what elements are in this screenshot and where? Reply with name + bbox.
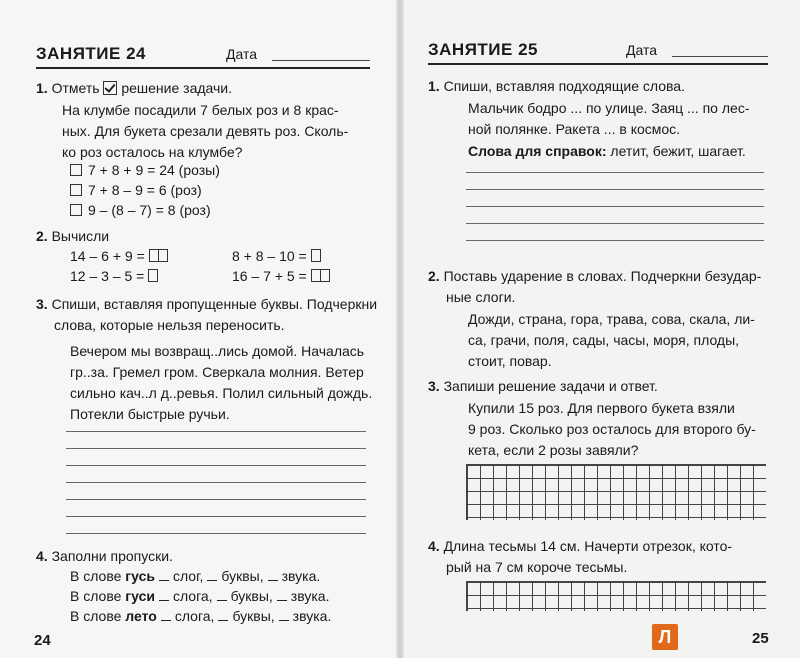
task1-option[interactable]: 7 + 8 – 9 = 6 (роз) bbox=[70, 180, 202, 201]
blank[interactable] bbox=[277, 600, 287, 601]
header-rule-right bbox=[428, 63, 768, 65]
task4-right-line: рый на 7 см короче тесьмы. bbox=[446, 559, 628, 575]
date-line-right[interactable] bbox=[672, 56, 768, 57]
task1-option[interactable]: 9 – (8 – 7) = 8 (роз) bbox=[70, 200, 211, 221]
task3-text: Вечером мы возвращ..лись домой. Началась bbox=[70, 343, 365, 359]
writing-line[interactable] bbox=[466, 206, 764, 207]
task1-right-text: ной полянке. Ракета ... в космос. bbox=[468, 121, 681, 137]
writing-line[interactable] bbox=[66, 499, 366, 500]
task1-prompt-b: решение задачи. bbox=[121, 80, 233, 96]
writing-line[interactable] bbox=[466, 189, 764, 190]
reference-words: Слова для справок: летит, бежит, шагает. bbox=[468, 143, 746, 159]
task1-right-text: Мальчик бодро ... по улице. Заяц ... по лес- bbox=[468, 100, 750, 116]
blank[interactable] bbox=[159, 600, 169, 601]
task2-right: 2. Поставь ударение в словах. Подчеркни безудар- bbox=[428, 268, 762, 284]
task3-text: сильно кач..л д..ревья. Полил сильный дождь. bbox=[70, 385, 373, 401]
answer-cell[interactable] bbox=[321, 269, 330, 282]
squared-answer-grid[interactable] bbox=[466, 464, 766, 520]
task1-right: 1. Спиши, вставляя подходящие слова. bbox=[428, 78, 685, 94]
task3-right-text: 9 роз. Сколько роз осталось для второго бу- bbox=[468, 421, 756, 437]
task3-right-text: Купили 15 роз. Для первого букета взяли bbox=[468, 400, 735, 416]
task1-prompt-a: Отметь bbox=[51, 80, 100, 96]
writing-line[interactable] bbox=[466, 172, 764, 173]
answer-cell[interactable] bbox=[148, 269, 158, 282]
writing-line[interactable] bbox=[66, 516, 366, 517]
task2-expr: 12 – 3 – 5 = bbox=[70, 266, 158, 287]
task2-expr: 8 + 8 – 10 = bbox=[232, 246, 321, 267]
fill-row: В слове гусь слог, буквы, звука. bbox=[70, 568, 321, 584]
task4-right: 4. Длина тесьмы 14 см. Начерти отрезок, кото- bbox=[428, 538, 733, 554]
writing-line[interactable] bbox=[66, 482, 366, 483]
writing-line[interactable] bbox=[66, 533, 366, 534]
checkbox-icon[interactable] bbox=[70, 204, 82, 216]
header-rule-left bbox=[36, 67, 370, 69]
blank[interactable] bbox=[207, 580, 217, 581]
date-label-right: Дата bbox=[626, 42, 658, 58]
task1-left: 1. Отметь решение задачи. bbox=[36, 80, 233, 96]
date-label-left: Дата bbox=[226, 46, 258, 62]
task3-left: 3. Спиши, вставляя пропущенные буквы. Подчеркни bbox=[36, 296, 378, 312]
page-number-left: 24 bbox=[34, 632, 51, 649]
answer-cell[interactable] bbox=[311, 249, 321, 262]
blank[interactable] bbox=[161, 620, 171, 621]
blank[interactable] bbox=[217, 600, 227, 601]
task3-text: гр..за. Гремел гром. Сверкала молния. Ветер bbox=[70, 364, 364, 380]
task2-right-text: Дожди, страна, гора, трава, сова, скала, ли- bbox=[468, 311, 755, 327]
checkbox-icon[interactable] bbox=[70, 184, 82, 196]
task2-right-text: са, грачи, поля, сады, часы, моря, плоды, bbox=[468, 332, 740, 348]
writing-line[interactable] bbox=[466, 223, 764, 224]
task1-option[interactable]: 7 + 8 + 9 = 24 (розы) bbox=[70, 160, 220, 181]
page-number-right: 25 bbox=[752, 630, 769, 647]
task1-line: На клумбе посадили 7 белых роз и 8 крас- bbox=[62, 102, 339, 118]
task2-left: 2. Вычисли bbox=[36, 228, 110, 244]
writing-line[interactable] bbox=[66, 448, 366, 449]
task3-line: слова, которые нельзя переносить. bbox=[54, 317, 285, 333]
checkmark-box-icon bbox=[103, 81, 117, 95]
task3-text: Потекли быстрые ручьи. bbox=[70, 406, 230, 422]
publisher-logo: Л bbox=[652, 624, 678, 650]
answer-cell[interactable] bbox=[149, 249, 159, 262]
lesson-title-left: ЗАНЯТИЕ 24 bbox=[36, 44, 146, 63]
blank[interactable] bbox=[218, 620, 228, 621]
blank[interactable] bbox=[279, 620, 289, 621]
keyword: лето bbox=[125, 608, 157, 624]
blank[interactable] bbox=[159, 580, 169, 581]
answer-cell[interactable] bbox=[159, 249, 168, 262]
squared-drawing-grid[interactable] bbox=[466, 581, 766, 611]
task3-right: 3. Запиши решение задачи и ответ. bbox=[428, 378, 658, 394]
date-line-left[interactable] bbox=[272, 60, 370, 61]
blank[interactable] bbox=[268, 580, 278, 581]
keyword: гусь bbox=[125, 568, 155, 584]
lesson-title-right: ЗАНЯТИЕ 25 bbox=[428, 40, 538, 59]
task1-line: ных. Для букета срезали девять роз. Сколь- bbox=[62, 123, 349, 139]
writing-line[interactable] bbox=[466, 240, 764, 241]
book-spine bbox=[396, 0, 404, 658]
writing-line[interactable] bbox=[66, 431, 366, 432]
task2-right-line: ные слоги. bbox=[446, 289, 516, 305]
fill-row: В слове гуси слога, буквы, звука. bbox=[70, 588, 330, 604]
answer-cell[interactable] bbox=[311, 269, 321, 282]
checkbox-icon[interactable] bbox=[70, 164, 82, 176]
task2-expr: 14 – 6 + 9 = bbox=[70, 246, 168, 267]
fill-row: В слове лето слога, буквы, звука. bbox=[70, 608, 332, 624]
task2-right-text: стоит, повар. bbox=[468, 353, 552, 369]
task2-expr: 16 – 7 + 5 = bbox=[232, 266, 330, 287]
keyword: гуси bbox=[125, 588, 155, 604]
task4-left: 4. Заполни пропуски. bbox=[36, 548, 173, 564]
task2-prompt: Вычисли bbox=[51, 228, 110, 244]
task1-line: ко роз осталось на клумбе? bbox=[62, 144, 243, 160]
writing-line[interactable] bbox=[66, 465, 366, 466]
task3-right-text: кета, если 2 розы завяли? bbox=[468, 442, 639, 458]
